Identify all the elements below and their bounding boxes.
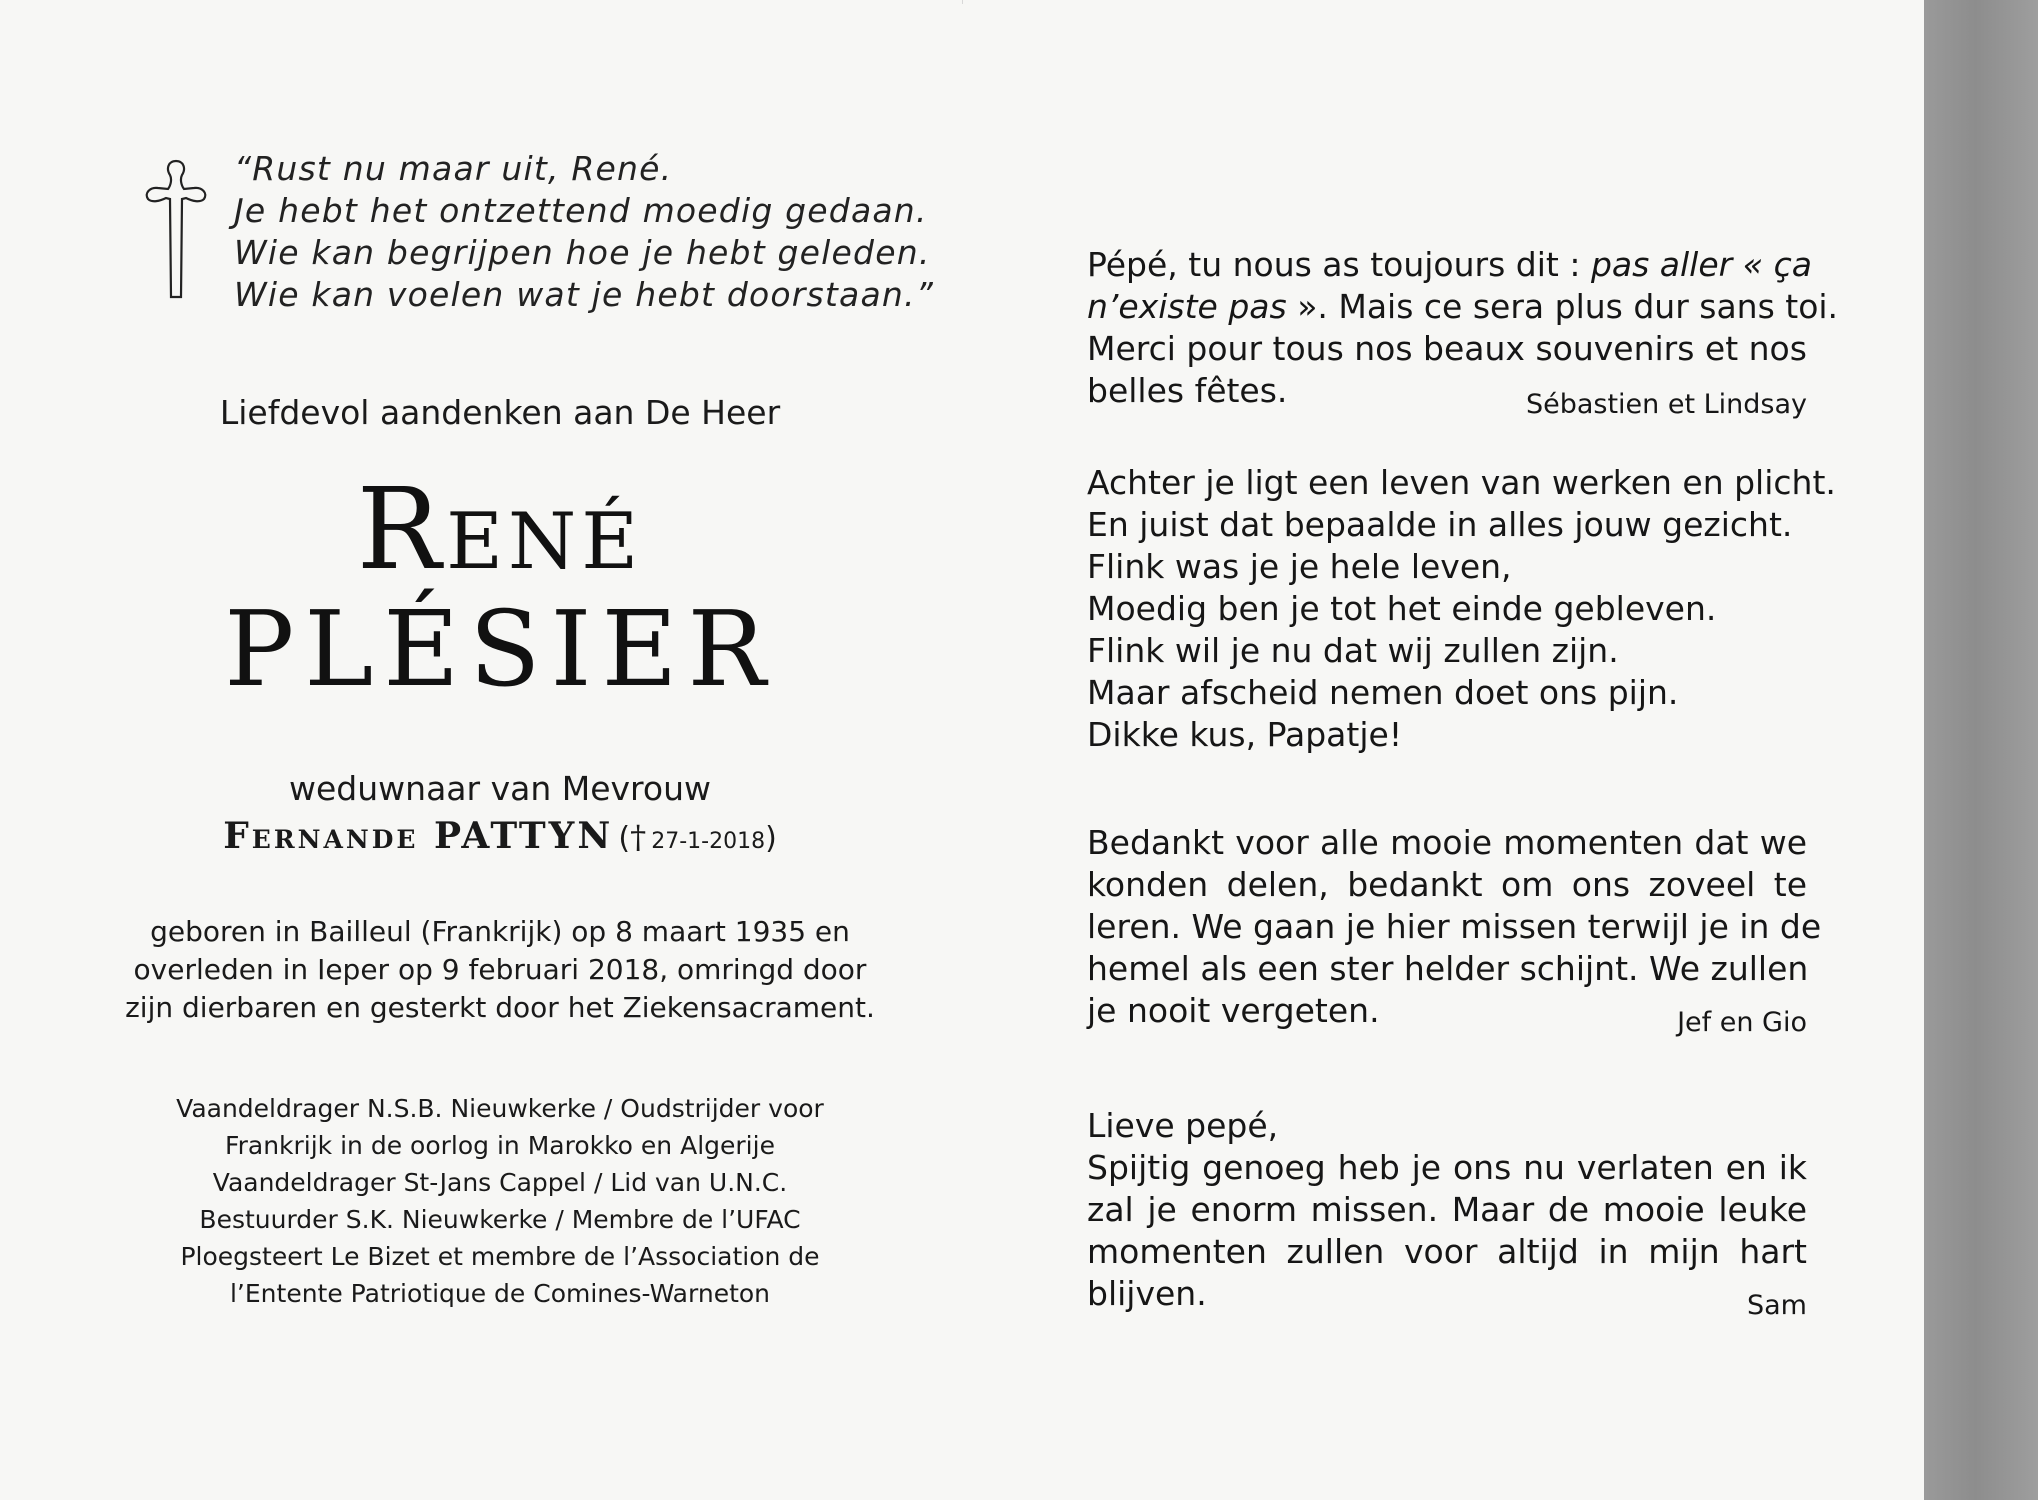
spouse-line	[0, 815, 1000, 857]
message-text: Pépé, tu nous as toujours dit :	[1087, 245, 1591, 284]
message-line: Spijtig genoeg heb je ons nu verlaten en ik	[1087, 1148, 1807, 1187]
spouse-death-date: 27-1-2018	[651, 829, 766, 854]
quote-line: “Rust nu maar uit, René.	[234, 149, 673, 188]
function-line: Ploegsteert Le Bizet et membre de l’Association de	[180, 1242, 820, 1271]
cross-icon	[140, 155, 212, 305]
deceased-last-name: PLÉSIER	[224, 588, 776, 710]
intro-text: Liefdevol aandenken aan De Heer	[219, 393, 781, 432]
bio-line: overleden in Ieper op 9 februari 2018, omringd door	[133, 953, 867, 986]
message-line	[1087, 244, 1812, 286]
deceased-first-name: René	[356, 465, 644, 595]
message-line: Merci pour tous nos beaux souvenirs et nos	[1087, 329, 1807, 368]
bio-line: zijn dierbaren en gesterkt door het Ziekensacrament.	[125, 991, 875, 1024]
message-line: Bedankt voor alle mooie momenten dat we	[1087, 823, 1807, 862]
message-italic: pas aller « ça	[1590, 245, 1812, 284]
message-poem	[1087, 462, 1836, 756]
message-jef-gio	[1087, 822, 1822, 1038]
quote-line: Je hebt het ontzettend moedig gedaan.	[234, 191, 928, 230]
dagger-icon: †	[630, 818, 647, 856]
message-line: konden delen, bedankt om ons zoveel te	[1087, 865, 1807, 904]
message-line: Dikke kus, Papatje!	[1087, 715, 1403, 754]
function-line: Vaandeldrager St-Jans Cappel / Lid van U.N.C.	[212, 1168, 788, 1197]
widower-label: weduwnaar van Mevrouw	[289, 769, 711, 808]
message-line: Flink wil je nu dat wij zullen zijn.	[1087, 631, 1619, 670]
message-sam	[1087, 1105, 1807, 1321]
message-line: Flink was je je hele leven,	[1087, 547, 1512, 586]
message-line: En juist dat bepaalde in alles jouw gezicht.	[1087, 505, 1793, 544]
function-line: l’Entente Patriotique de Comines-Warneton	[229, 1279, 771, 1308]
message-line: blijven.	[1087, 1274, 1207, 1313]
quote-line: Wie kan begrijpen hoe je hebt geleden.	[234, 233, 931, 272]
spouse-name: Fernande PATTYN	[223, 815, 614, 857]
message-text: ». Mais ce sera plus dur sans toi.	[1286, 287, 1839, 326]
fold-line	[962, 0, 963, 4]
quote-line: Wie kan voelen wat je hebt doorstaan.”	[234, 275, 934, 314]
functions-list	[90, 1090, 910, 1312]
message-line: je nooit vergeten.	[1087, 991, 1380, 1030]
signature: Sébastien et Lindsay	[1525, 389, 1807, 420]
message-sebastien-lindsay	[1087, 244, 1839, 420]
paren-open: (	[618, 821, 631, 856]
signature: Jef en Gio	[1677, 1007, 1807, 1038]
message-line: belles fêtes.	[1087, 371, 1288, 410]
function-line: Vaandeldrager N.S.B. Nieuwkerke / Oudstrijder voor	[176, 1094, 824, 1123]
biography	[70, 913, 930, 1027]
bio-line: geboren in Bailleul (Frankrijk) op 8 maart 1935 en	[150, 915, 850, 948]
message-line: Moedig ben je tot het einde gebleven.	[1087, 589, 1717, 628]
message-line: Lieve pepé,	[1087, 1106, 1279, 1145]
message-line: momenten zullen voor altijd in mijn hart	[1087, 1232, 1807, 1271]
message-italic: n’existe pas	[1087, 287, 1287, 326]
function-line: Frankrijk in de oorlog in Marokko en Algerije	[225, 1131, 775, 1160]
message-line: leren. We gaan je hier missen terwijl je in de	[1087, 907, 1822, 946]
signature: Sam	[1747, 1290, 1807, 1321]
message-line: hemel als een ster helder schijnt. We zullen	[1087, 949, 1809, 988]
message-line	[1087, 286, 1839, 328]
message-line: Maar afscheid nemen doet ons pijn.	[1087, 673, 1679, 712]
paren-close: )	[765, 821, 777, 856]
scan-edge-shadow	[1924, 0, 2038, 1500]
message-line: Achter je ligt een leven van werken en plicht.	[1087, 463, 1836, 502]
function-line: Bestuurder S.K. Nieuwkerke / Membre de l’UFAC	[199, 1205, 801, 1234]
quote	[234, 148, 934, 316]
message-line: zal je enorm missen. Maar de mooie leuke	[1087, 1190, 1807, 1229]
